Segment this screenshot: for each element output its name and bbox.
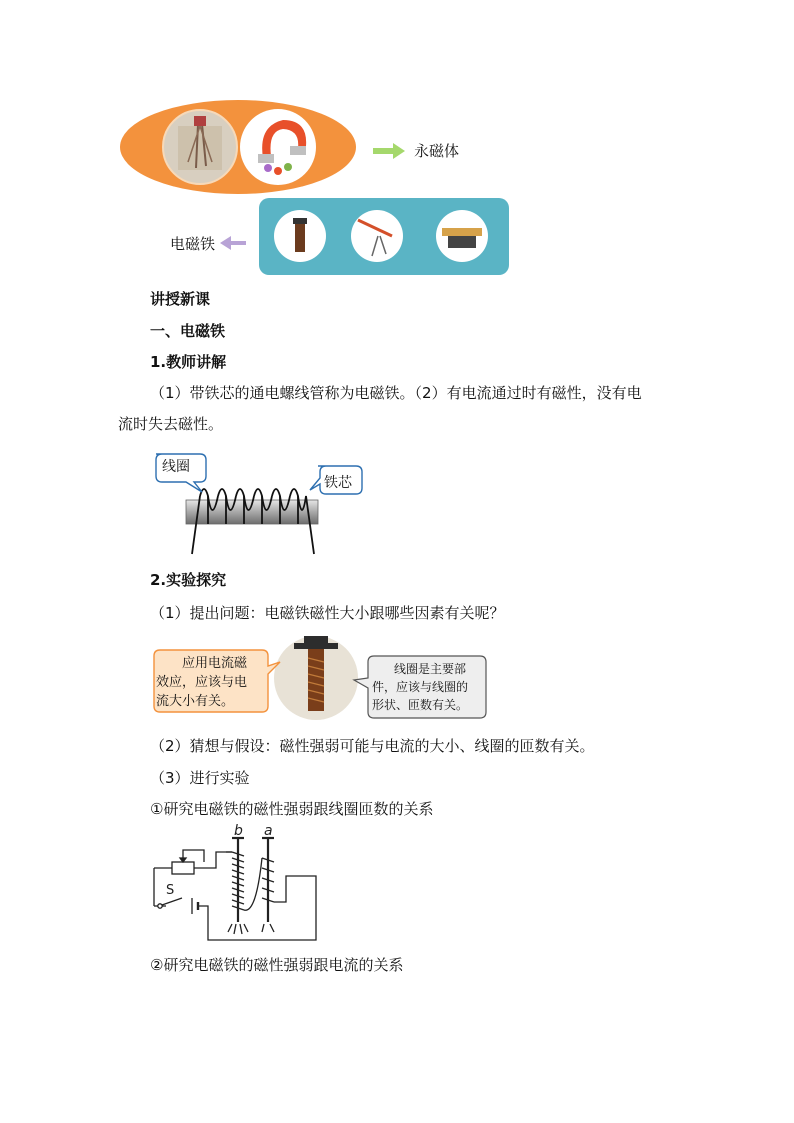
permanent-magnet-label: 永磁体 — [414, 142, 460, 160]
study-1-text: ①研究电磁铁的磁性强弱跟线圈匝数的关系 — [150, 800, 434, 818]
left-bubble-line-2: 效应，应该与电 — [156, 675, 248, 690]
question-text: （1）提出问题：电磁铁磁性大小跟哪些因素有关呢？ — [150, 604, 505, 622]
circuit-figure — [146, 822, 326, 946]
teacher-explain-line-1: （1）带铁芯的通电螺线管称为电磁铁。（2）有电流通过时有磁性，没有电 — [150, 384, 642, 402]
hypothesis-bubbles-figure — [150, 628, 492, 728]
label-b: b — [234, 823, 243, 839]
coil-label: 线圈 — [162, 459, 190, 475]
teacher-explain-heading: 1.教师讲解 — [150, 353, 227, 371]
left-bubble-line-3: 流大小有关。 — [156, 694, 235, 709]
electromagnet-label: 电磁铁 — [170, 235, 216, 253]
green-arrow-icon — [373, 143, 405, 159]
experiment-step: （3）进行实验 — [150, 769, 250, 787]
purple-arrow-icon — [220, 236, 246, 250]
label-a: a — [264, 823, 273, 839]
study-2-text: ②研究电磁铁的磁性强弱跟电流的关系 — [150, 956, 404, 974]
circuit-diagram — [146, 822, 326, 946]
right-bubble-text — [372, 660, 484, 714]
section-heading: 讲授新课 — [150, 290, 211, 308]
right-bubble-line-1: 线圈是主要部 — [394, 662, 467, 676]
teacher-explain-line-2: 流时失去磁性。 — [118, 415, 224, 433]
left-bubble-line-1: 应用电流磁 — [182, 656, 248, 671]
experiment-heading: 2.实验探究 — [150, 571, 227, 589]
right-bubble-line-2: 件，应该与线圈的 — [372, 680, 469, 694]
right-bubble-line-3: 形状、匝数有关。 — [372, 698, 469, 712]
hypothesis-text: （2）猜想与假设：磁性强弱可能与电流的大小、线圈的匝数有关。 — [150, 737, 595, 755]
label-s: S — [166, 883, 175, 898]
left-bubble-text — [156, 654, 268, 711]
subsection-electromagnet: 一、电磁铁 — [150, 322, 226, 340]
electromagnet-photo-2 — [351, 210, 403, 262]
core-label: 铁芯 — [324, 475, 352, 491]
